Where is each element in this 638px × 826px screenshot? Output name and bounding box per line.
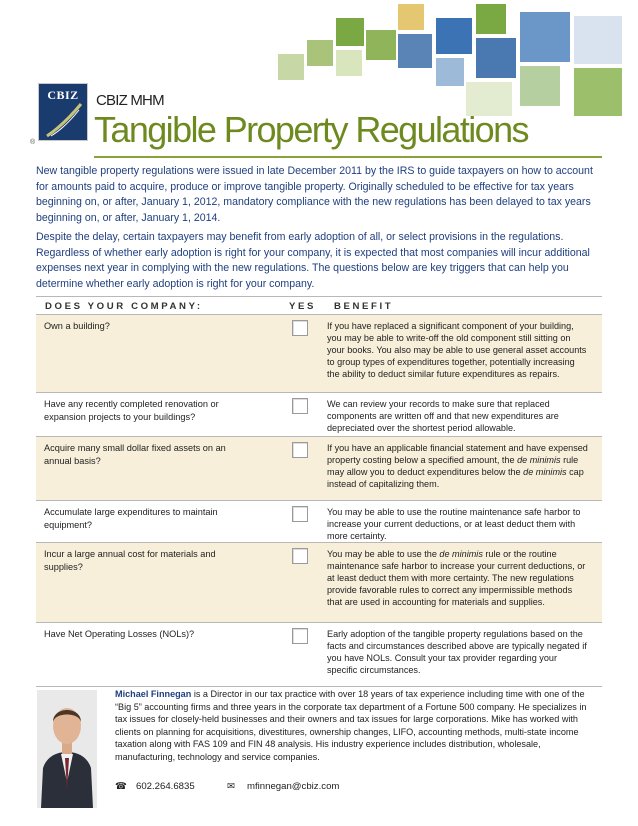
mosaic-tile [520, 66, 560, 106]
table-row [36, 542, 602, 622]
mosaic-tile [476, 38, 516, 78]
mosaic-tile [278, 54, 304, 80]
yes-checkbox[interactable] [292, 442, 308, 458]
mail-icon: ✉ [227, 781, 236, 792]
intro-paragraph: New tangible property regulations were issued in late December 2011 by the IRS to guide taxpayers on how to account for amounts paid to acquire, produce or improve tangible property. Originally scheduled to be effective for tax years beginning on, or after, January 1, 2012, mandatory compliance with the new regulations has been delayed to tax years beginning on, or after, January 1, 2014. [36, 165, 593, 224]
row-question: Acquire many small dollar fixed assets on an annual basis? [44, 443, 226, 466]
mosaic-tile [366, 30, 396, 60]
table-row [36, 436, 602, 500]
row-question: Have Net Operating Losses (NOLs)? [44, 629, 195, 639]
row-benefit: If you have an applicable financial statement and have expensed property costing below a specified amount, the de minimis rule may allow you to deduct expenditures below the de minimis cap instead of capitalizing them. [327, 443, 588, 489]
row-question: Incur a large annual cost for materials and supplies? [44, 549, 216, 572]
mosaic-tile [307, 40, 333, 66]
mosaic-tile [336, 18, 364, 46]
cbiz-logo [38, 83, 88, 141]
column-header-yes: YES [289, 301, 316, 312]
table-divider [36, 296, 602, 297]
logo-text: CBIZ [47, 88, 79, 102]
email-link[interactable]: mfinnegan@cbiz.com [247, 781, 340, 792]
row-question: Accumulate large expenditures to maintain equipment? [44, 507, 218, 530]
bio-name: Michael Finnegan [115, 689, 192, 699]
mosaic-tile [476, 4, 506, 34]
mosaic-tile [574, 16, 622, 64]
mosaic-tile [520, 12, 570, 62]
page-title: Tangible Property Regulations [94, 109, 528, 150]
logo-swoosh-icon [45, 102, 83, 138]
column-header-question: DOES YOUR COMPANY: [45, 301, 203, 312]
table-row [36, 392, 602, 436]
title-divider [94, 156, 602, 158]
mosaic-tile [436, 58, 464, 86]
row-benefit: You may be able to use the routine maintenance safe harbor to increase your current deductions, or at least deduct them with more certainty. [327, 507, 581, 541]
mosaic-tile [436, 18, 472, 54]
row-benefit: If you have replaced a significant component of your building, you may be able to write-off the old component still sitting on your books. You also may be able to use general asset accounts to group types of expenditures together, potentially increasing the ability to deduct similar future expenditures as repairs. [327, 321, 587, 379]
row-benefit: We can review your records to make sure that replaced components are written off and that new expenditures are depreciated over the shortest period allowable. [327, 399, 559, 433]
registered-mark: ® [30, 139, 36, 146]
mosaic-tile [574, 68, 622, 116]
yes-checkbox[interactable] [292, 398, 308, 414]
mosaic-tile [398, 34, 432, 68]
table-row [36, 622, 602, 686]
row-benefit: Early adoption of the tangible property regulations based on the facts and circumstances described above are typically negated if you have NOLs. Consult your tax provider regarding your specific circumstances. [327, 629, 587, 675]
table-row [36, 500, 602, 542]
mosaic-tile [398, 4, 424, 30]
intro-paragraph: Despite the delay, certain taxpayers may benefit from early adoption of all, or select provisions in the regulations. Regardless of whether early adoption is right for your company, it is expected that most companies will incur additional expenses next year in complying with the new regulations. The questions below are key triggers that can help you determine whether early adoption is right for your company. [36, 231, 590, 290]
bio-divider [36, 686, 602, 687]
row-question: Own a building? [44, 321, 110, 331]
brand-name: CBIZ MHM [96, 92, 164, 109]
yes-checkbox[interactable] [292, 628, 308, 644]
row-benefit: You may be able to use the de minimis rule or the routine maintenance safe harbor to increase your current deductions, or at least deduct them with more certainty. The new regulations provide favorable rules to correct any impermissible methods that are used in accounting for materials and supplies. [327, 549, 586, 607]
yes-checkbox[interactable] [292, 548, 308, 564]
yes-checkbox[interactable] [292, 506, 308, 522]
bio-text: Michael Finnegan is a Director in our tax practice with over 18 years of tax experience including time with one of the “Big 5” accounting firms and three years in the corporate tax department of a Fortune 500 company. He specializes in tax issues for closely-held businesses and their owners and tax issues for large corporations. Mike has worked with clients on planning for acquisitions, divestitures, ownership changes, LIFO, accounting methods, multi-state income taxation along with FAS 109 and FIN 48 analysis. His industry experience includes distribution, wholesale, manufacturing, technology and service companies. [115, 689, 587, 762]
yes-checkbox[interactable] [292, 320, 308, 336]
phone-number[interactable]: 602.264.6835 [136, 781, 195, 792]
portrait-photo [37, 690, 97, 808]
mosaic-tile [336, 50, 362, 76]
column-header-benefit: BENEFIT [334, 301, 394, 312]
phone-icon: ☎ [115, 781, 127, 792]
row-question: Have any recently completed renovation or expansion projects to your buildings? [44, 399, 219, 422]
table-row [36, 314, 602, 392]
